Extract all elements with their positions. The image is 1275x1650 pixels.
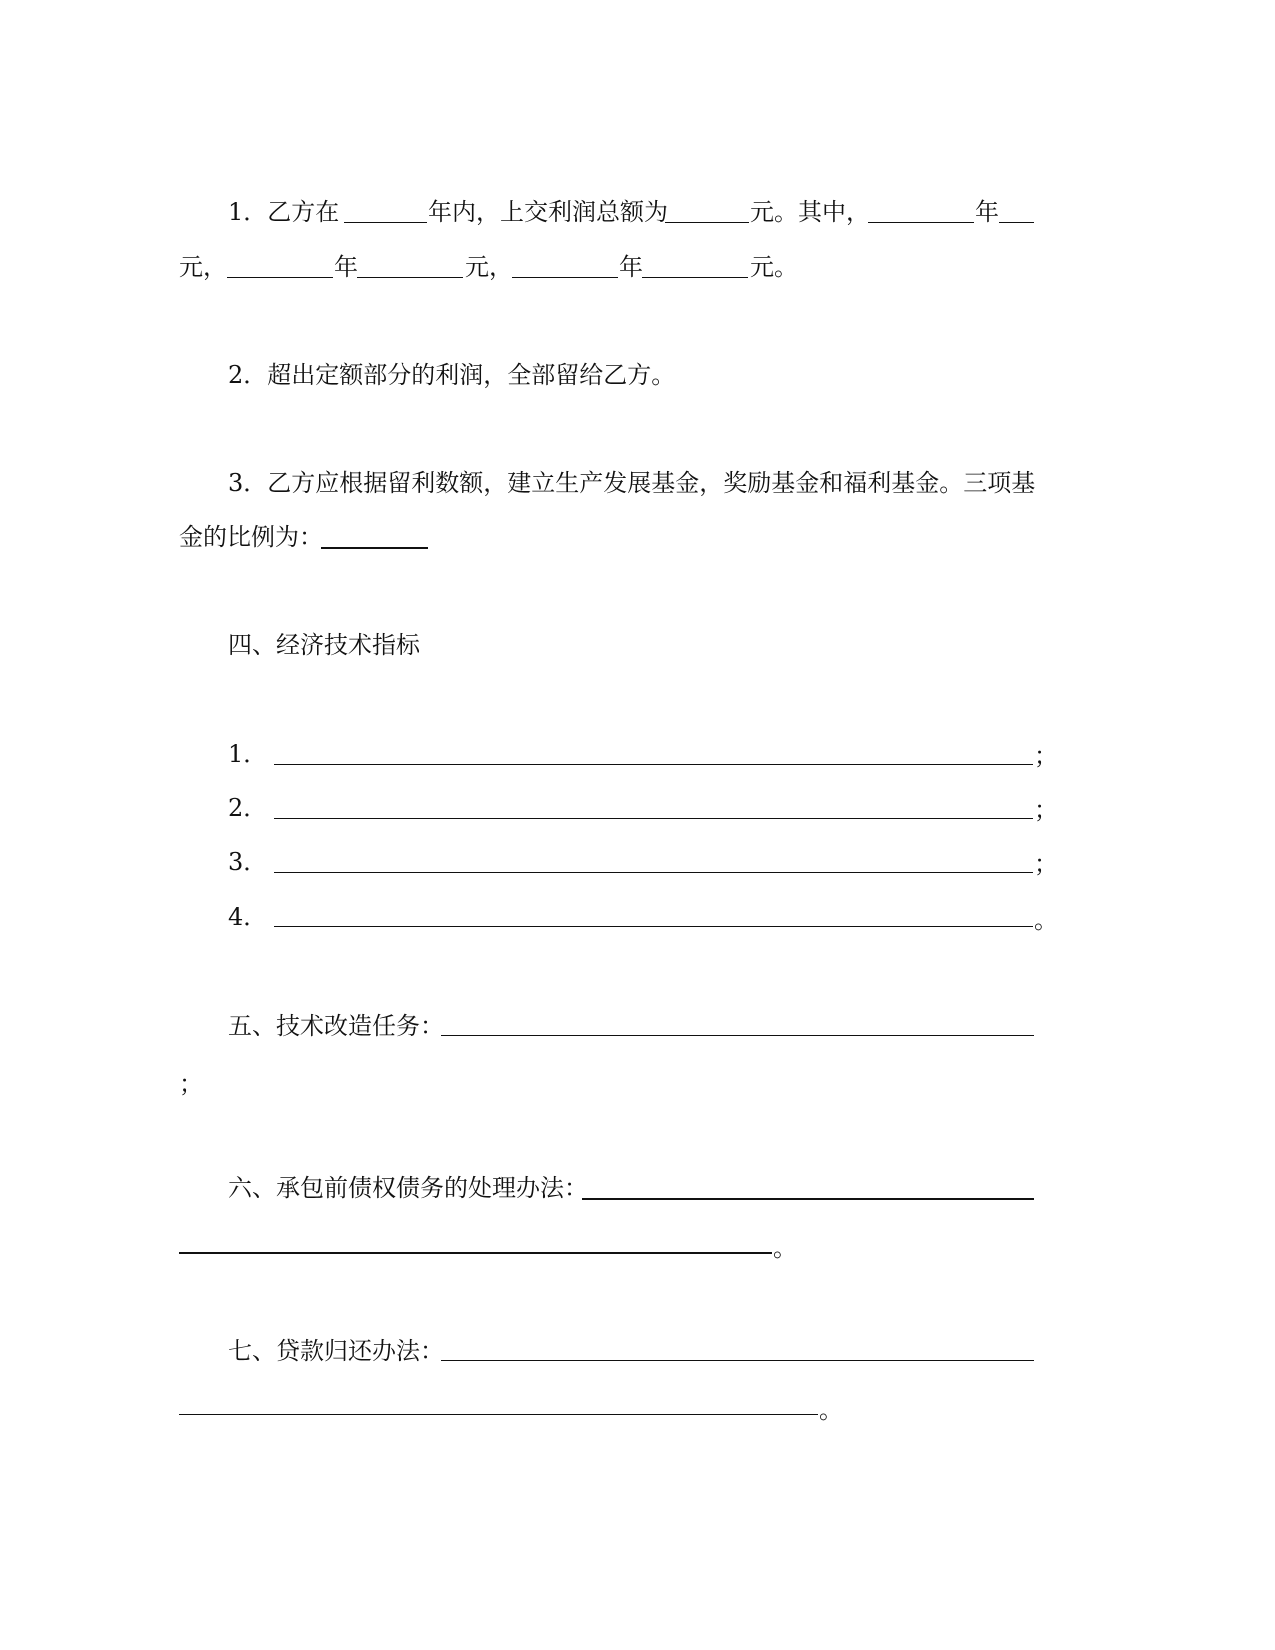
indicator-1-blank bbox=[274, 764, 1033, 765]
debt-handling-blank-1 bbox=[582, 1198, 1034, 1200]
blank-year-2 bbox=[227, 277, 333, 278]
blank-year-3 bbox=[512, 277, 618, 278]
item1-text-a: 乙方在 bbox=[267, 198, 340, 226]
blank-fund-ratio bbox=[321, 547, 428, 549]
item2-text: 2．超出定额部分的利润，全部留给乙方。 bbox=[228, 361, 676, 389]
section7-end: 。 bbox=[819, 1396, 843, 1424]
indicator-4-number: 4． bbox=[228, 903, 268, 931]
section7-title: 七、贷款归还办法： bbox=[228, 1337, 444, 1365]
tech-upgrade-blank bbox=[441, 1035, 1034, 1036]
blank-amount-2 bbox=[357, 277, 463, 278]
indicator-3-end: ； bbox=[1034, 850, 1058, 878]
item3-line1: 3．乙方应根据留利数额，建立生产发展基金，奖励基金和福利基金。三项基 bbox=[228, 469, 1036, 497]
indicator-1-number: 1． bbox=[228, 740, 268, 768]
item3-line2: 金的比例为： bbox=[179, 523, 323, 551]
item1-line2-text-d: 年 bbox=[619, 253, 643, 281]
item1-text-b: 年内，上交利润总额为 bbox=[428, 198, 668, 226]
indicator-2-blank bbox=[274, 818, 1033, 819]
section4-title: 四、经济技术指标 bbox=[228, 631, 420, 659]
blank-year-1 bbox=[868, 222, 974, 223]
indicator-3-blank bbox=[274, 872, 1033, 873]
indicator-4-end: 。 bbox=[1034, 906, 1058, 934]
indicator-3-number: 3． bbox=[228, 848, 268, 876]
indicator-1-end: ； bbox=[1034, 742, 1058, 770]
item1-line1 bbox=[228, 196, 339, 228]
blank-total-profit bbox=[665, 222, 749, 223]
item1-line2-text-e: 元。 bbox=[750, 253, 798, 281]
section5-title: 五、技术改造任务： bbox=[228, 1012, 444, 1040]
loan-repay-blank-2 bbox=[179, 1414, 818, 1415]
indicator-2-end: ； bbox=[1034, 796, 1058, 824]
loan-repay-blank-1 bbox=[441, 1360, 1034, 1361]
item1-text-d: 年 bbox=[975, 198, 999, 226]
item1-line2-text-b: 年 bbox=[334, 253, 358, 281]
debt-handling-blank-2 bbox=[179, 1252, 772, 1254]
blank-years bbox=[344, 222, 427, 223]
indicator-4-blank bbox=[274, 926, 1033, 927]
item1-number: 1． bbox=[228, 198, 268, 226]
section5-end: ； bbox=[179, 1070, 203, 1098]
item1-line2-text-c: 元， bbox=[465, 253, 513, 281]
section6-title: 六、承包前债权债务的处理办法： bbox=[228, 1174, 588, 1202]
section6-end: 。 bbox=[773, 1234, 797, 1262]
item1-text-c: 元。其中， bbox=[750, 198, 870, 226]
item1-line2-text-a: 元， bbox=[179, 253, 227, 281]
blank-amount-3 bbox=[642, 277, 748, 278]
blank-amount-1 bbox=[999, 222, 1034, 223]
indicator-2-number: 2． bbox=[228, 794, 268, 822]
